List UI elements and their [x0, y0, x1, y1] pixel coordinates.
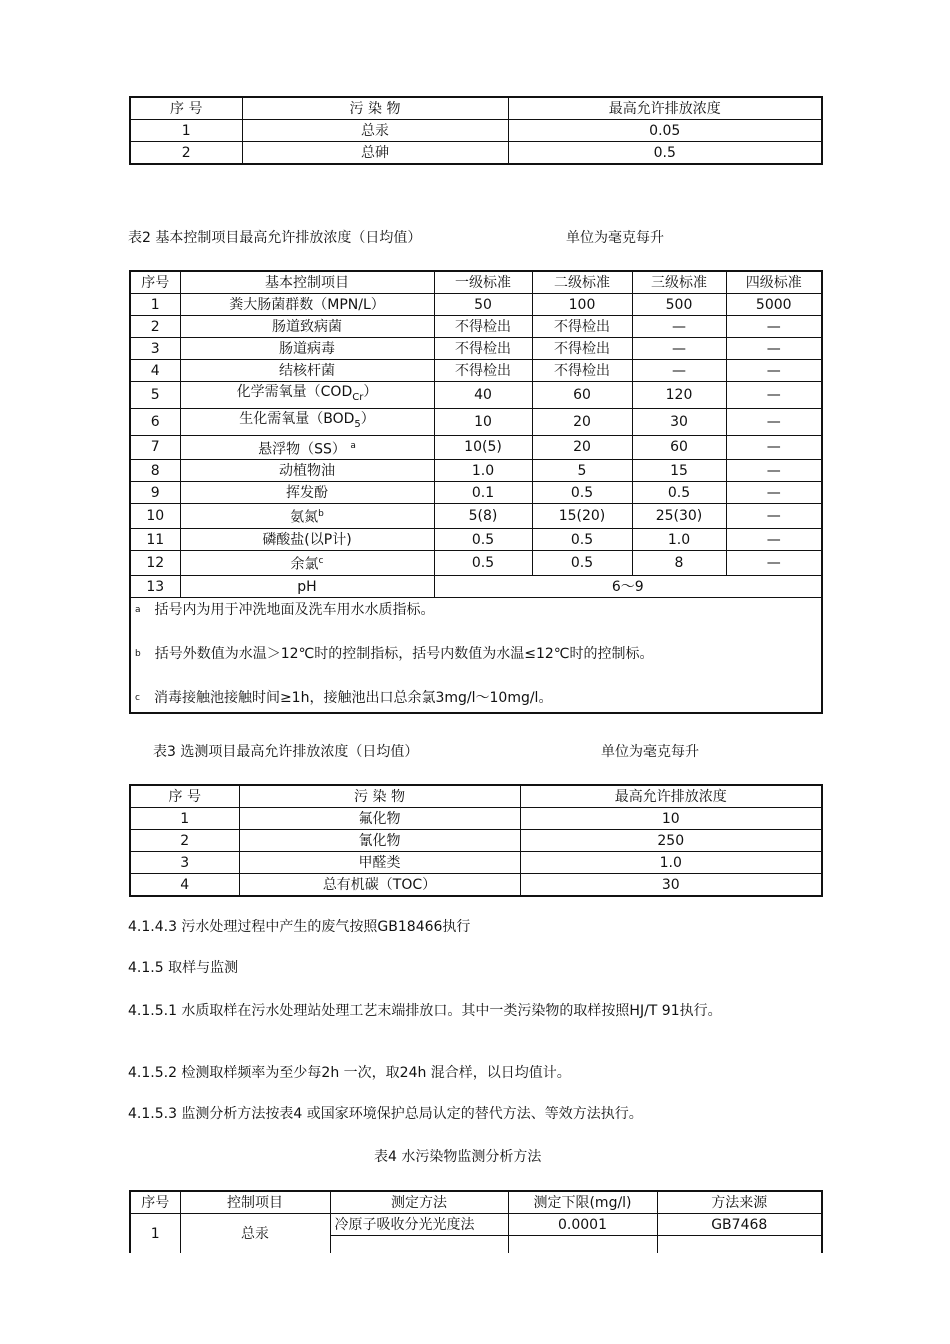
t2-v1: 0.5 — [434, 551, 532, 576]
t2-item-mark: a — [350, 440, 356, 451]
t2-item-prefix: 化学需氧量（COD — [236, 384, 353, 400]
t2-v4: — — [726, 360, 822, 382]
t2-item: 粪大肠菌群数（MPN/L） — [180, 294, 434, 316]
note-mark: b — [135, 649, 141, 660]
t2-item-mark: b — [318, 509, 324, 520]
t3-header-no: 序 号 — [130, 785, 239, 808]
t2-item: 肠道病毒 — [180, 338, 434, 360]
table-row — [130, 460, 822, 482]
t2-v1: 40 — [434, 382, 532, 409]
t2-v1: 不得检出 — [434, 360, 532, 382]
t2-v2: 15(20) — [532, 504, 632, 529]
table-1 — [129, 96, 823, 165]
table-2-caption: 表2 基本控制项目最高允许排放浓度（日均值） — [128, 230, 422, 246]
t2-v4: — — [726, 338, 822, 360]
t2-v2: 100 — [532, 294, 632, 316]
t1-cell: 0.5 — [508, 142, 822, 165]
t3-cell: 1 — [130, 808, 239, 830]
t4-header-item: 控制项目 — [180, 1191, 330, 1214]
t2-v1: 10 — [434, 408, 532, 435]
t2-item — [180, 408, 434, 435]
table-row — [130, 830, 822, 852]
t2-no: 1 — [130, 294, 180, 316]
t2-v3: 120 — [632, 382, 726, 409]
t2-v2: 60 — [532, 382, 632, 409]
t3-cell: 总有机碳（TOC） — [239, 874, 520, 897]
t2-no: 9 — [130, 482, 180, 504]
t2-item-suffix: ） — [360, 410, 375, 427]
t2-item-prefix: 生化需氧量（BOD — [239, 410, 355, 427]
t2-item-text: 氨氮 — [290, 510, 319, 527]
t4-header-no: 序号 — [130, 1191, 180, 1214]
t4-source: GB7468 — [657, 1214, 822, 1236]
t2-v4: — — [726, 382, 822, 409]
t3-header-pollutant: 污 染 物 — [239, 785, 520, 808]
t2-no: 5 — [130, 382, 180, 409]
t2-v1: 不得检出 — [434, 316, 532, 338]
table-row — [130, 435, 822, 460]
t1-cell: 0.05 — [508, 120, 822, 142]
t2-v2: 不得检出 — [532, 360, 632, 382]
t2-v4: — — [726, 504, 822, 529]
t2-v1: 1.0 — [434, 460, 532, 482]
t2-v3: 30 — [632, 408, 726, 435]
paragraph-4-1-5-3: 4.1.5.3 监测分析方法按表4 或国家环境保护总局认定的替代方法、等效方法执行。 — [128, 1106, 643, 1122]
t2-v1: 10(5) — [434, 435, 532, 460]
t2-v3: 15 — [632, 460, 726, 482]
note-text: 括号内为用于冲洗地面及洗车用水水质指标。 — [154, 602, 435, 619]
t2-item — [180, 504, 434, 529]
t2-item-sub: Cr — [352, 391, 364, 403]
table-3-caption: 表3 选测项目最高允许排放浓度（日均值） — [153, 744, 419, 760]
t3-cell: 10 — [520, 808, 822, 830]
t2-header-grade4: 四级标准 — [726, 271, 822, 294]
t2-no: 13 — [130, 576, 180, 598]
t1-header-pollutant: 污 染 物 — [242, 97, 508, 120]
table-4-header — [130, 1191, 822, 1214]
paragraph-4-1-5-2: 4.1.5.2 检测取样频率为至少每2h 一次，取24h 混合样，以日均值计。 — [128, 1065, 571, 1081]
t3-cell: 2 — [130, 830, 239, 852]
t3-cell: 30 — [520, 874, 822, 897]
t2-v2: 0.5 — [532, 529, 632, 551]
t1-header-no: 序 号 — [130, 97, 242, 120]
t2-v1: 5(8) — [434, 504, 532, 529]
t2-v3: 8 — [632, 551, 726, 576]
t2-no: 6 — [130, 408, 180, 435]
t2-item — [180, 435, 434, 460]
t2-v2: 0.5 — [532, 551, 632, 576]
table-4-caption: 表4 水污染物监测分析方法 — [374, 1149, 542, 1165]
note-mark: c — [135, 693, 140, 704]
t2-item: 磷酸盐(以P计) — [180, 529, 434, 551]
t2-no: 8 — [130, 460, 180, 482]
t3-cell: 3 — [130, 852, 239, 874]
table-3-unit: 单位为毫克每升 — [601, 744, 699, 760]
table-row — [130, 504, 822, 529]
t2-v2: 20 — [532, 408, 632, 435]
table-1-header — [130, 97, 822, 120]
t4-limit: 0.0001 — [508, 1214, 657, 1236]
t2-v4: — — [726, 529, 822, 551]
table-2-note — [135, 600, 821, 644]
table-4 — [129, 1190, 823, 1253]
table-row — [130, 808, 822, 830]
paragraph-4-1-4-3: 4.1.4.3 污水处理过程中产生的废气按照GB18466执行 — [128, 919, 471, 935]
note-text: 括号外数值为水温＞12℃时的控制指标，括号内数值为水温≤12℃时的控制标。 — [154, 646, 654, 663]
t2-v3: 25(30) — [632, 504, 726, 529]
t2-v4: — — [726, 316, 822, 338]
t2-no: 11 — [130, 529, 180, 551]
t2-header-grade1: 一级标准 — [434, 271, 532, 294]
table-3-header — [130, 785, 822, 808]
t2-v3: — — [632, 360, 726, 382]
t2-item-mark: c — [318, 556, 324, 567]
t2-item-text: 悬浮物（SS） — [258, 441, 346, 458]
t4-no: 1 — [130, 1214, 180, 1254]
heading-4-1-5: 4.1.5 取样与监测 — [128, 960, 239, 976]
t2-header-grade3: 三级标准 — [632, 271, 726, 294]
t2-v4: — — [726, 482, 822, 504]
t2-no: 7 — [130, 435, 180, 460]
table-row — [130, 382, 822, 409]
t2-v4: — — [726, 435, 822, 460]
t2-v1: 0.5 — [434, 529, 532, 551]
table-2-note — [135, 688, 821, 712]
t3-cell: 4 — [130, 874, 239, 897]
table-row — [130, 338, 822, 360]
table-row — [130, 852, 822, 874]
table-2 — [129, 270, 823, 714]
t4-header-method: 测定方法 — [330, 1191, 508, 1214]
t2-v1: 0.1 — [434, 482, 532, 504]
table-row — [130, 529, 822, 551]
t2-item: 动植物油 — [180, 460, 434, 482]
table-row — [130, 408, 822, 435]
t4-empty-cell — [657, 1236, 822, 1254]
t3-cell: 氰化物 — [239, 830, 520, 852]
t4-empty-cell — [330, 1236, 508, 1254]
t2-no: 2 — [130, 316, 180, 338]
t1-cell: 1 — [130, 120, 242, 142]
note-mark: a — [135, 605, 141, 616]
t2-v2: 不得检出 — [532, 316, 632, 338]
t2-no: 4 — [130, 360, 180, 382]
t2-header-item: 基本控制项目 — [180, 271, 434, 294]
t2-item: 挥发酚 — [180, 482, 434, 504]
t2-v3: 1.0 — [632, 529, 726, 551]
t1-cell: 总砷 — [242, 142, 508, 165]
t2-no: 12 — [130, 551, 180, 576]
t2-item-text: 余氯 — [290, 557, 319, 574]
t1-cell: 总汞 — [242, 120, 508, 142]
t2-v4: 5000 — [726, 294, 822, 316]
t2-v3: — — [632, 316, 726, 338]
t4-empty-cell — [508, 1236, 657, 1254]
t2-v2: 5 — [532, 460, 632, 482]
table-2-header — [130, 271, 822, 294]
t2-v4: — — [726, 460, 822, 482]
table-row — [130, 874, 822, 897]
table-2-note — [135, 644, 821, 688]
table-row — [130, 482, 822, 504]
t2-item-sub: 5 — [354, 418, 361, 430]
table-row — [130, 120, 822, 142]
table-row — [130, 142, 822, 165]
t3-cell: 甲醛类 — [239, 852, 520, 874]
t2-header-no: 序号 — [130, 271, 180, 294]
t2-item: 肠道致病菌 — [180, 316, 434, 338]
t2-v1: 50 — [434, 294, 532, 316]
table-row — [130, 294, 822, 316]
t3-cell: 250 — [520, 830, 822, 852]
t2-item: 结核杆菌 — [180, 360, 434, 382]
table-row — [130, 360, 822, 382]
t4-method: 冷原子吸收分光光度法 — [330, 1214, 508, 1236]
t3-cell: 氟化物 — [239, 808, 520, 830]
t3-cell: 1.0 — [520, 852, 822, 874]
note-text: 消毒接触池接触时间≥1h，接触池出口总余氯3mg/l～10mg/l。 — [153, 690, 553, 707]
t2-item — [180, 382, 434, 409]
table-2-notes — [130, 598, 822, 714]
t2-v3: 0.5 — [632, 482, 726, 504]
t2-item: pH — [180, 576, 434, 598]
t2-v3: — — [632, 338, 726, 360]
t3-header-limit: 最高允许排放浓度 — [520, 785, 822, 808]
t2-v4: — — [726, 408, 822, 435]
t4-header-source: 方法来源 — [657, 1191, 822, 1214]
table-row — [130, 551, 822, 576]
table-row — [130, 1214, 822, 1236]
t2-v1: 不得检出 — [434, 338, 532, 360]
t4-item: 总汞 — [180, 1214, 330, 1254]
paragraph-4-1-5-1: 4.1.5.1 水质取样在污水处理站处理工艺末端排放口。其中一类污染物的取样按照HJ/T 91执行。 — [128, 1003, 722, 1019]
t2-v4: — — [726, 551, 822, 576]
t2-item-suffix: ） — [363, 384, 378, 400]
t1-cell: 2 — [130, 142, 242, 165]
table-row-ph — [130, 576, 822, 598]
t2-v3: 60 — [632, 435, 726, 460]
table-3 — [129, 784, 823, 897]
t4-header-limit: 测定下限(mg/l) — [508, 1191, 657, 1214]
table-row — [130, 316, 822, 338]
t1-header-limit: 最高允许排放浓度 — [508, 97, 822, 120]
t2-v3: 500 — [632, 294, 726, 316]
t2-header-grade2: 二级标准 — [532, 271, 632, 294]
table-2-notes-row — [130, 598, 822, 714]
t2-v2: 不得检出 — [532, 338, 632, 360]
t2-ph-value: 6～9 — [434, 576, 822, 598]
t2-no: 10 — [130, 504, 180, 529]
t2-v2: 0.5 — [532, 482, 632, 504]
t2-item — [180, 551, 434, 576]
table-2-unit: 单位为毫克每升 — [566, 230, 664, 246]
t2-no: 3 — [130, 338, 180, 360]
t2-v2: 20 — [532, 435, 632, 460]
